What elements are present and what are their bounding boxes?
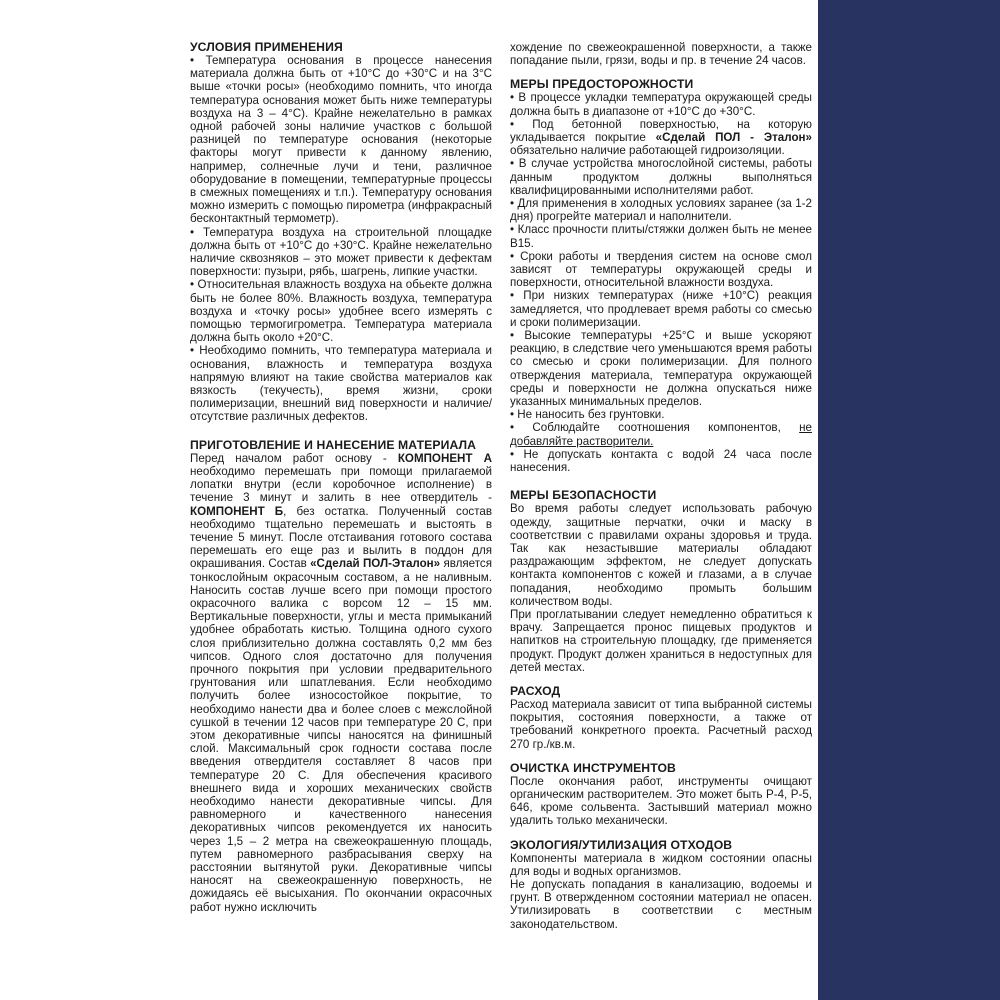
consumption-paragraph: Расход материала зависит от типа выбранной системы покрытия, состояния поверхности, а также от требований конкретного проекта. Расчетный расход 270 гр./кв.м. — [510, 697, 812, 751]
side-color-band — [818, 0, 1000, 1000]
precautions-item-10: • Соблюдайте соотношения компонентов, не добавляйте растворители. — [510, 421, 812, 448]
precautions-item-1: • В процессе укладки температура окружающей среды должна быть в диапазоне от +10°С до +30°С. — [510, 91, 812, 118]
precautions-item-11: • Не допускать контакта с водой 24 часа после нанесения. — [510, 447, 812, 475]
precautions-item-5: • Класс прочности плиты/стяжки должен быть не менее В15. — [510, 223, 812, 250]
ecology-heading: ЭКОЛОГИЯ/УТИЛИЗАЦИЯ ОТХОДОВ — [510, 837, 733, 852]
left-column — [190, 40, 492, 914]
safety-paragraph-2: При проглатывании следует немедленно обратиться к врачу. Запрещается пронос пищевых продуктов и напитков на строительную площадку, где применяется продукт. Продукт должен храниться в недоступных для детей местах. — [510, 607, 812, 674]
continued-paragraph: хождение по свежеокрашенной поверхности, а также попадание пыли, грязи, воды и пр. в течение 24 часов. — [510, 41, 812, 68]
right-column — [510, 41, 812, 931]
usage-paragraph-1: • Температура основания в процессе нанесения материала должна быть от +10°С до +30°С и на 3°С выше «точки росы» (необходимо помнить, что иногда температура основания может быть ниже температуры воздуха на 3 – 4°С). Крайне нежелательно в рамках одной рабочей зоны наличие участков с большой разницей по температуре основания (некоторые факторы могут привести к данному явлению, например, солнечные лучи и тени, различное оборудование в помещении, температурные процессы в смежных помещениях и т.п.). Температуру основания можно измерить с помощью пирометра (инфракрасный бесконтактный термометр). — [190, 54, 492, 226]
ecology-paragraph-2: Не допускать попадания в канализацию, водоемы и грунт. В отвержденном состоянии материал не опасен. Утилизировать в соответствии с местным законодательством. — [510, 877, 812, 931]
usage-paragraph-2: • Температура воздуха на строительной площадке должна быть от +10°С до +30°С. Крайне нежелательно наличие сквозняков – это может привести к дефектам поверхности: пузыри, рябь, шагрень, липкие участки. — [190, 225, 492, 279]
precautions-item-4: • Для применения в холодных условиях заранее (за 1-2 дня) прогрейте материал и наполнители. — [510, 197, 812, 224]
safety-heading: МЕРЫ БЕЗОПАСНОСТИ — [510, 488, 657, 503]
usage-paragraph-3: • Относительная влажность воздуха на обьекте должна быть не более 80%. Влажность воздуха, температура воздуха и «точку росы» удобнее всего измерять с помощью термогигрометра. Температура материала должна быть около +20°С. — [190, 278, 492, 345]
cleaning-paragraph: После окончания работ, инструменты очищают органическим растворителем. Это может быть Р-4, Р-5, 646, кроме сольвента. Застывший материал можно удалить только механически. — [510, 774, 812, 828]
precautions-item-6: • Сроки работы и твердения систем на основе смол зависят от температуры окружающей среды и поверхности, относительной влажности воздуха. — [510, 249, 812, 290]
precautions-item-2: • Под бетонной поверхностью, на которую укладывается покрытие «Сделай ПОЛ - Эталон» обязательно наличие работающей гидроизоляции. — [510, 117, 812, 158]
precautions-heading: МЕРЫ ПРЕДОСТОРОЖНОСТИ — [510, 77, 694, 92]
prep-paragraph: Перед началом работ основу - КОМПОНЕНТ А необходимо перемешать при помощи прилагаемой лопатки внутри (если коробочное исполнение) в течение 3 минут и залить в нее отвердитель - КОМПОНЕНТ Б, без остатка. Полученный состав необходимо тщательно перемешать и выстоять в течение 5 минут. После отстаивания готового состава перемешать его еще раз и вылить в поддон для окрашивания. Состав «Сделай ПОЛ-Эталон» является тонкослойным окрасочным составом, а не наливным. Наносить состав лучше всего при помощи простого окрасочного валика с ворсом 12 – 15 мм. Вертикальные поверхности, углы и места примыканий удобнее обработать кистью. Толщина одного сухого слоя приблизительно должна составлять 0,2 мм без чипсов. Одного слоя достаточно для получения прочного покрытия при условии предварительного грунтования или шпатлевания. Если необходимо получить более износостойкое покрытие, то необходимо нанести два и более слоев с межслойной сушкой в течении 12 часов при температуре 20 С, при этом декоративные чипсы наносятся на финишный слой. Максимальный срок годности состава после введения отвердителя составляет 8 часов при температуре 20 С. Для обеспечения красивого внешнего вида и хороших механических свойств необходимо нанести декоративные чипсы. Для равномерного и качественного нанесения декоративных чипсов рекомендуется их наносить через 1,5 – 2 метра на свежеокрашенную площадь, путем равномерного разбрасывания сверху на расстоянии вытянутой руки. Декоративные чипсы наносят на свежеокрашенную поверхность, не дожидаясь её высыхания. По окончании окрасочных работ нужно исключить — [190, 451, 493, 914]
precautions-item-7: • При низких температурах (ниже +10°С) реакция замедляется, что продлевает время работы со смесью и сроки полимеризации. — [510, 289, 812, 329]
prep-heading: ПРИГОТОВЛЕНИЕ И НАНЕСЕНИЕ МАТЕРИАЛА — [190, 437, 477, 452]
precautions-item-9: • Не наносить без грунтовки. — [510, 408, 665, 422]
precautions-item-3: • В случае устройства многослойной системы, работы данным продуктом должны выполняться квалифицированными исполнителями работ. — [510, 157, 812, 197]
usage-paragraph-4: • Необходимо помнить, что температура материала и основания, влажность и температура воздуха напрямую влияют на такие свойства материалов как вязкость (текучесть), время жизни, сроки полимеризации, внешний вид поверхности и наличие/отсутствие различных дефектов. — [190, 344, 492, 424]
usage-heading: УСЛОВИЯ ПРИМЕНЕНИЯ — [190, 40, 343, 54]
safety-paragraph-1: Во время работы следует использовать рабочую одежду, защитные перчатки, очки и маску в соответствии с правилами охраны здоровья и труда. Так как незастывшие материалы обладают раздражающим эффектом, не следует допускать контакта компонентов с кожей и глазами, а в случае попадания, необходимо промыть большим количеством воды. — [510, 502, 812, 608]
consumption-heading: РАСХОД — [510, 683, 561, 698]
cleaning-heading: ОЧИСТКА ИНСТРУМЕНТОВ — [510, 760, 676, 775]
ecology-paragraph-1: Компоненты материала в жидком состоянии опасны для воды и водных организмов. — [510, 851, 812, 878]
precautions-item-8: • Высокие температуры +25°С и выше ускоряют реакцию, в следствие чего уменьшаются время работы со смесью и сроки полимеризации. Для полного отверждения материала, температура окружающей среды и поверхности не должна опускаться ниже указанных минимальных пределов. — [510, 329, 812, 409]
